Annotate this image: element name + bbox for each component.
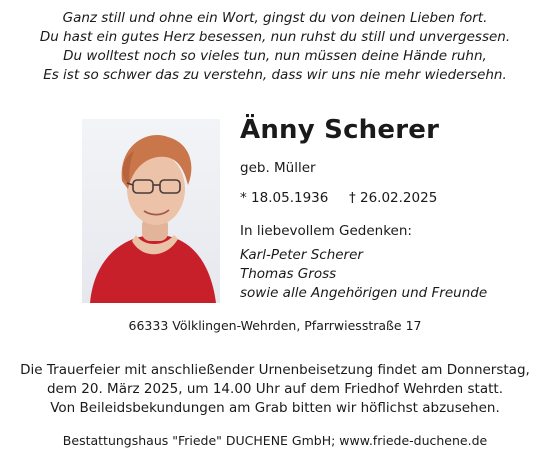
poem-line: Ganz still und ohne ein Wort, gingst du von deinen Lieben fort. xyxy=(62,10,488,26)
address: 66333 Völklingen-Wehrden, Pfarrwiesstraße 17 xyxy=(128,318,422,333)
deceased-name: Änny Scherer xyxy=(240,115,440,145)
poem xyxy=(0,9,550,85)
birth-date: 18.05.1936 xyxy=(251,190,329,206)
mourners-intro: In liebevollem Gedenken: xyxy=(240,223,412,239)
death-symbol: † xyxy=(348,190,356,206)
notice-line: Von Beileidsbekundungen am Grab bitten wir höflichst abzusehen. xyxy=(50,400,500,416)
death-date: 26.02.2025 xyxy=(359,190,438,206)
notice-line: Die Trauerfeier mit anschließender Urnenbeisetzung findet am Donnerstag, xyxy=(20,362,530,378)
mourner-name: Karl-Peter Scherer xyxy=(240,247,363,263)
poem-line: Du hast ein gutes Herz besessen, nun ruhst du still und unvergessen. xyxy=(39,29,511,45)
mourners-list xyxy=(240,246,487,303)
portrait-photo xyxy=(82,119,220,303)
mourner-name: Thomas Gross xyxy=(240,266,337,282)
poem-line: Du wolltest noch so vieles tun, nun müssen deine Hände ruhn, xyxy=(63,48,487,64)
mourner-name: sowie alle Angehörigen und Freunde xyxy=(240,285,488,301)
life-dates xyxy=(240,190,437,206)
birth-symbol: * xyxy=(240,190,247,206)
funeral-home-footer: Bestattungshaus "Friede" DUCHENE GmbH; www.friede-duchene.de xyxy=(62,433,488,448)
portrait-illustration xyxy=(82,119,220,303)
birth-name: geb. Müller xyxy=(240,160,316,176)
notice-line: dem 20. März 2025, um 14.00 Uhr auf dem Friedhof Wehrden statt. xyxy=(46,381,504,397)
poem-line: Es ist so schwer das zu verstehn, dass wir uns nie mehr wiedersehn. xyxy=(43,67,507,83)
funeral-notice xyxy=(0,361,550,418)
